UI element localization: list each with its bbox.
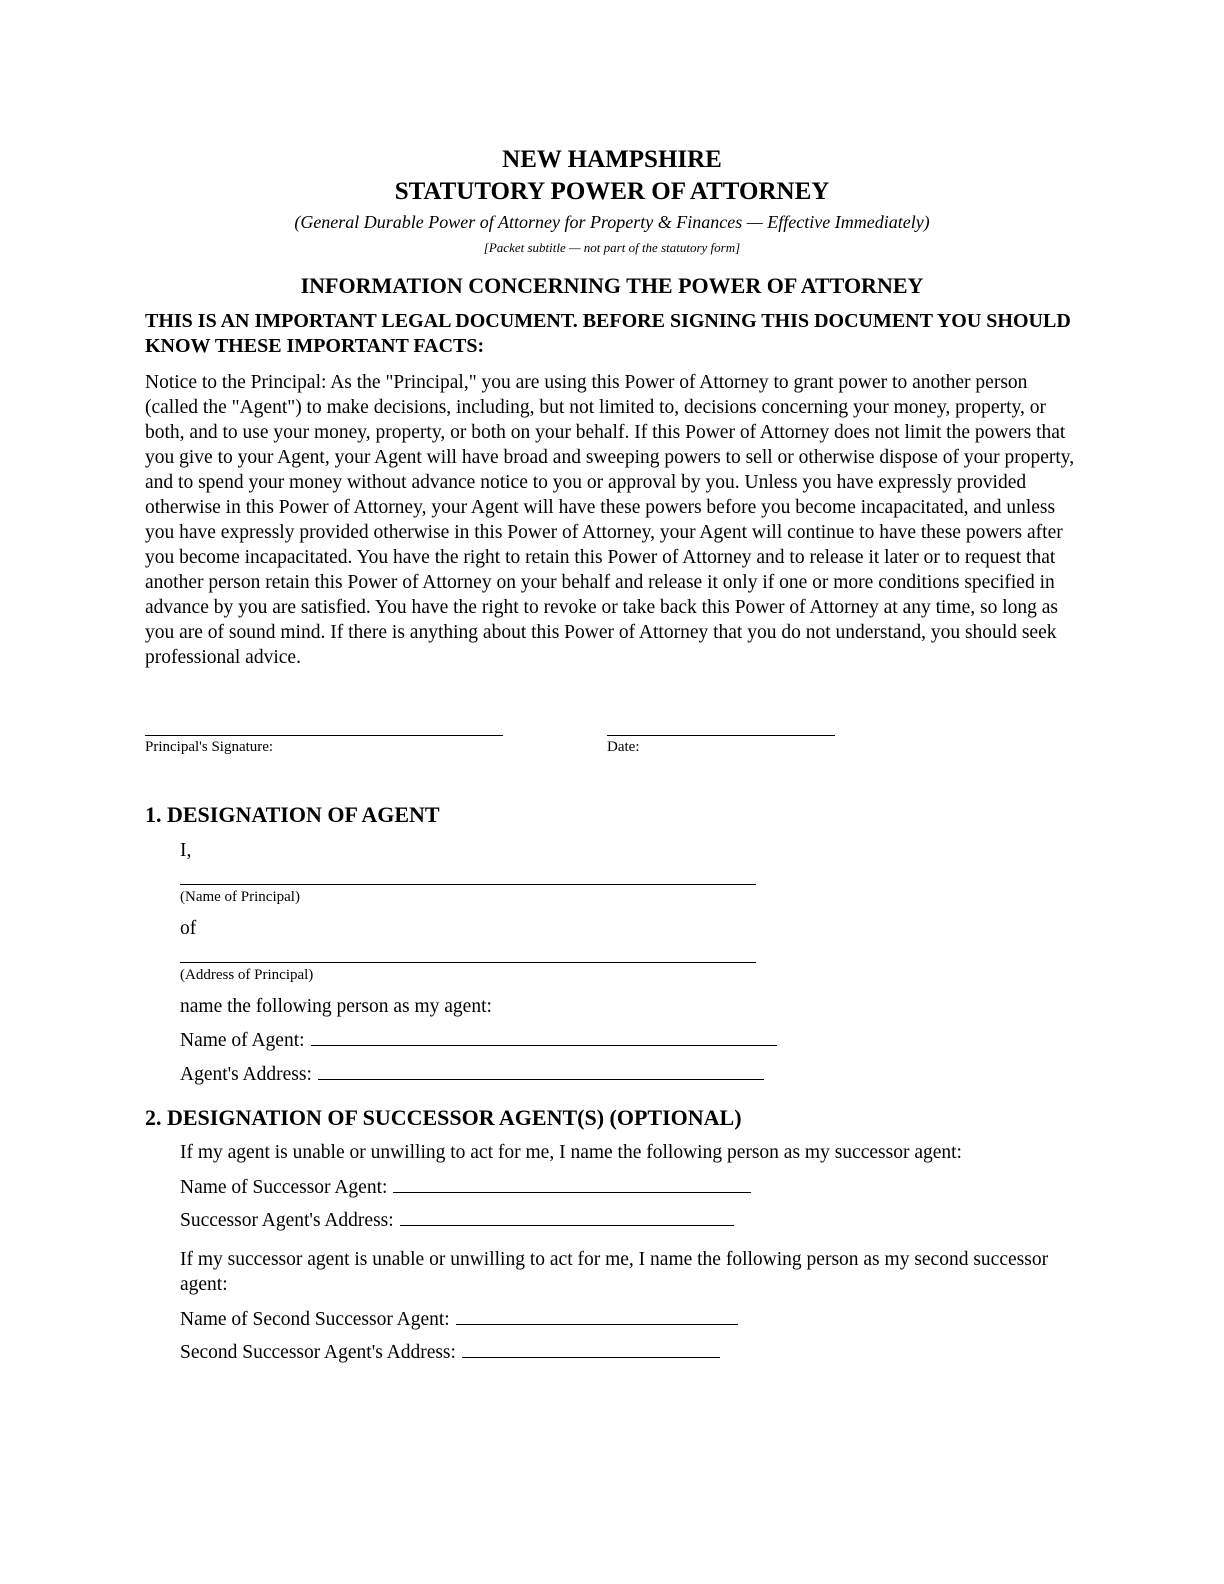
agent-name-label: Name of Agent:	[180, 1030, 305, 1051]
info-heading: INFORMATION CONCERNING THE POWER OF ATTORNEY	[300, 273, 924, 298]
second-successor-address-label: Second Successor Agent's Address:	[180, 1342, 456, 1363]
principal-name-line[interactable]	[180, 884, 756, 885]
i-text: I,	[180, 840, 192, 861]
agent-name-row	[180, 1027, 777, 1053]
date-label: Date:	[607, 739, 640, 755]
packet-note: [Packet subtitle — not part of the statutory form]	[483, 240, 741, 255]
document-subtitle: (General Durable Power of Attorney for Property & Finances — Effective Immediately)	[294, 212, 930, 232]
document-title-state: NEW HAMPSHIRE	[502, 146, 722, 173]
successor-address-label: Successor Agent's Address:	[180, 1210, 394, 1231]
successor-address-line[interactable]	[400, 1207, 734, 1226]
principal-signature-label: Principal's Signature:	[145, 739, 274, 755]
agent-address-line[interactable]	[318, 1061, 764, 1080]
section-1-heading: 1. DESIGNATION OF AGENT	[145, 802, 440, 827]
important-notice-heading: THIS IS AN IMPORTANT LEGAL DOCUMENT. BEFORE SIGNING THIS DOCUMENT YOU SHOULD KNOW THESE IMPORTANT FACTS:	[145, 310, 1071, 357]
document-title: STATUTORY POWER OF ATTORNEY	[394, 178, 830, 205]
second-successor-name-row	[180, 1306, 738, 1332]
agent-name-line[interactable]	[311, 1027, 777, 1046]
principal-signature-line[interactable]	[145, 735, 503, 736]
second-successor-address-row	[180, 1339, 720, 1365]
second-successor-address-line[interactable]	[462, 1339, 720, 1358]
successor-name-line[interactable]	[393, 1174, 751, 1193]
date-line[interactable]	[607, 735, 835, 736]
principal-address-line[interactable]	[180, 962, 756, 963]
name-following-text: name the following person as my agent:	[180, 996, 492, 1017]
agent-address-label: Agent's Address:	[180, 1064, 312, 1085]
second-successor-name-label: Name of Second Successor Agent:	[180, 1309, 450, 1330]
principal-address-caption: (Address of Principal)	[180, 967, 314, 983]
successor-address-row	[180, 1207, 734, 1233]
second-successor-name-line[interactable]	[456, 1306, 738, 1325]
principal-name-caption: (Name of Principal)	[180, 889, 300, 905]
of-text: of	[180, 918, 197, 939]
section-2-heading: 2. DESIGNATION OF SUCCESSOR AGENT(S) (OPTIONAL)	[145, 1105, 742, 1130]
successor-name-label: Name of Successor Agent:	[180, 1177, 388, 1198]
successor-intro-text: If my agent is unable or unwilling to act for me, I name the following person as my successor agent:	[180, 1142, 962, 1163]
successor-name-row	[180, 1174, 751, 1200]
second-successor-intro-text: If my successor agent is unable or unwilling to act for me, I name the following person as my second successor agent:	[180, 1249, 1049, 1295]
notice-to-principal: Notice to the Principal: As the "Principal," you are using this Power of Attorney to grant power to another person (called the "Agent") to make decisions, including, but not limited to, decisions concerning your money, property, or both, and to use your money, property, or both on your behalf. If this Power of Attorney does not limit the powers that you give to your Agent, your Agent will have broad and sweeping powers to sell or otherwise dispose of your property, and to spend your money without advance notice to you or approval by you. Unless you have expressly provided otherwise in this Power of Attorney, your Agent will have these powers before you become incapacitated, and unless you have expressly provided otherwise in this Power of Attorney, your Agent will continue to have these powers after you become incapacitated. You have the right to retain this Power of Attorney and to release it later or to request that another person retain this Power of Attorney on your behalf and release it only if one or more conditions specified in advance by you are satisfied. You have the right to revoke or take back this Power of Attorney at any time, so long as you are of sound mind. If there is anything about this Power of Attorney that you do not understand, you should seek professional advice.	[145, 372, 1075, 668]
agent-address-row	[180, 1061, 764, 1087]
